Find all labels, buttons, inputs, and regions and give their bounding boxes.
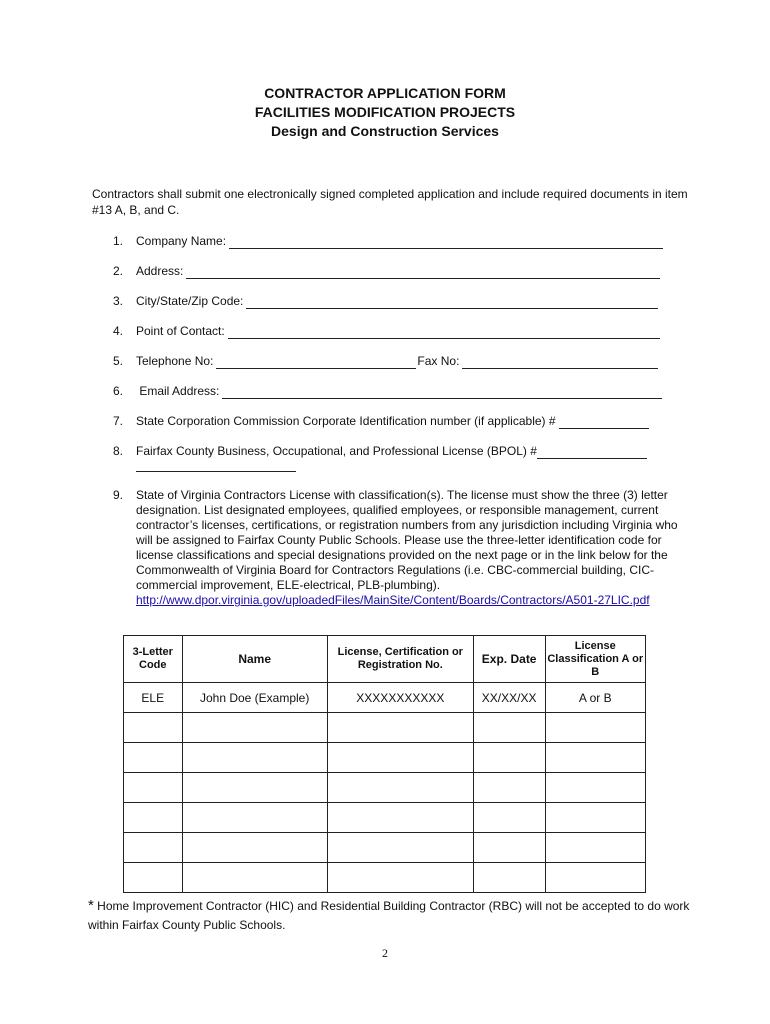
page-number: 2 <box>382 946 388 960</box>
table-cell[interactable] <box>124 713 183 743</box>
table-cell: A or B <box>545 683 646 713</box>
item-number: 9. <box>113 488 124 502</box>
table-row[interactable] <box>124 803 646 833</box>
item-number: 2. <box>113 264 124 278</box>
table-cell[interactable] <box>327 803 473 833</box>
form-subtitle-2: Design and Construction Services <box>271 123 499 139</box>
license-table <box>123 635 646 893</box>
item-number: 5. <box>113 354 124 368</box>
column-header-code: 3-Letter Code <box>124 636 183 683</box>
table-cell[interactable] <box>182 833 327 863</box>
bpol-row <box>113 444 647 459</box>
bpol-label: Fairfax County Business, Occupational, and Professional License (BPOL) # <box>136 444 537 458</box>
city-state-zip-field[interactable] <box>246 295 658 309</box>
telephone-label: Telephone No: <box>136 354 214 368</box>
table-cell[interactable] <box>182 713 327 743</box>
table-cell[interactable] <box>124 833 183 863</box>
table-header-row <box>124 636 646 683</box>
table-cell[interactable] <box>545 743 646 773</box>
email-field[interactable] <box>222 385 662 399</box>
city-state-zip-label: City/State/Zip Code: <box>136 294 244 308</box>
table-cell[interactable] <box>473 803 545 833</box>
address-row <box>113 264 660 279</box>
table-cell[interactable] <box>545 713 646 743</box>
item-number: 6. <box>113 384 124 398</box>
license-instructions-text: State of Virginia Contractors License with classification(s). The license must show the three (3) letter designation. List designated employees, qualified employees, or responsible management, current contractor’s licenses, certifications, or registration numbers from any jurisdiction including Virginia who will be assigned to Fairfax County Public Schools. Please use the three-letter identification code for license classifications and special designations provided on the next page or in the link below for the Commonwealth of Virginia Board for Contractors Regulations (i.e. CBC-commercial building, CIC- commercial improvement, ELE-electrical, PLB-plumbing). <box>136 488 678 592</box>
telephone-fax-row <box>113 354 658 369</box>
table-row-example <box>124 683 646 713</box>
intro-text: Contractors shall submit one electronically signed completed application and include required documents in item #13 A, B, and C. <box>92 187 688 217</box>
table-cell: John Doe (Example) <box>182 683 327 713</box>
scc-id-field[interactable] <box>559 415 649 429</box>
table-cell[interactable] <box>124 863 183 893</box>
table-cell[interactable] <box>124 743 183 773</box>
company-name-label: Company Name: <box>136 234 227 248</box>
table-cell[interactable] <box>545 773 646 803</box>
item-number: 8. <box>113 444 124 458</box>
table-cell[interactable] <box>124 773 183 803</box>
item-number: 1. <box>113 234 124 248</box>
address-field[interactable] <box>186 265 660 279</box>
email-label: Email Address: <box>136 384 220 398</box>
table-cell: ELE <box>124 683 183 713</box>
table-cell[interactable] <box>182 863 327 893</box>
table-row[interactable] <box>124 863 646 893</box>
table-cell[interactable] <box>327 713 473 743</box>
item-number: 7. <box>113 414 124 428</box>
column-header-name: Name <box>182 636 327 683</box>
table-cell[interactable] <box>473 773 545 803</box>
table-row[interactable] <box>124 773 646 803</box>
table-cell[interactable] <box>545 803 646 833</box>
point-of-contact-label: Point of Contact: <box>136 324 225 338</box>
footnote-asterisk: * <box>88 897 94 914</box>
dpor-regulations-link[interactable]: http://www.dpor.virginia.gov/uploadedFiles/MainSite/Content/Boards/Contractors/A501-27LIC.pdf <box>136 593 650 607</box>
fax-label: Fax No: <box>417 354 460 368</box>
form-title: CONTRACTOR APPLICATION FORM <box>264 85 506 101</box>
footnote <box>88 896 708 935</box>
scc-id-row <box>113 414 649 429</box>
table-cell[interactable] <box>473 743 545 773</box>
table-cell[interactable] <box>327 863 473 893</box>
city-state-zip-row <box>113 294 658 309</box>
fax-field[interactable] <box>462 355 658 369</box>
table-cell[interactable] <box>545 833 646 863</box>
table-cell[interactable] <box>473 713 545 743</box>
address-label: Address: <box>136 264 184 278</box>
table-cell: XXXXXXXXXXX <box>327 683 473 713</box>
point-of-contact-field[interactable] <box>228 325 660 339</box>
item-number: 3. <box>113 294 124 308</box>
table-cell[interactable] <box>182 803 327 833</box>
bpol-field-continued[interactable] <box>136 458 296 472</box>
table-row[interactable] <box>124 833 646 863</box>
company-name-field[interactable] <box>229 235 663 249</box>
column-header-license-no: License, Certification or Registration No. <box>327 636 473 683</box>
column-header-exp-date: Exp. Date <box>473 636 545 683</box>
table-cell[interactable] <box>182 773 327 803</box>
table-cell[interactable] <box>327 773 473 803</box>
table-cell[interactable] <box>545 863 646 893</box>
telephone-field[interactable] <box>216 355 416 369</box>
footnote-text: Home Improvement Contractor (HIC) and Residential Building Contractor (RBC) will not be accepted to do work within Fairfax County Public Schools. <box>88 899 690 932</box>
table-cell[interactable] <box>182 743 327 773</box>
bpol-field[interactable] <box>537 445 647 459</box>
license-instructions <box>136 488 696 608</box>
scc-id-label: State Corporation Commission Corporate Identification number (if applicable) # <box>136 414 556 428</box>
table-cell[interactable] <box>124 803 183 833</box>
table-cell[interactable] <box>327 743 473 773</box>
table-cell[interactable] <box>473 863 545 893</box>
point-of-contact-row <box>113 324 660 339</box>
table-cell: XX/XX/XX <box>473 683 545 713</box>
table-cell[interactable] <box>473 833 545 863</box>
table-cell[interactable] <box>327 833 473 863</box>
table-row[interactable] <box>124 743 646 773</box>
email-row <box>113 384 662 399</box>
company-name-row <box>113 234 663 249</box>
table-row[interactable] <box>124 713 646 743</box>
item-number: 4. <box>113 324 124 338</box>
column-header-classification: License Classification A or B <box>545 636 646 683</box>
form-subtitle: FACILITIES MODIFICATION PROJECTS <box>254 104 516 120</box>
